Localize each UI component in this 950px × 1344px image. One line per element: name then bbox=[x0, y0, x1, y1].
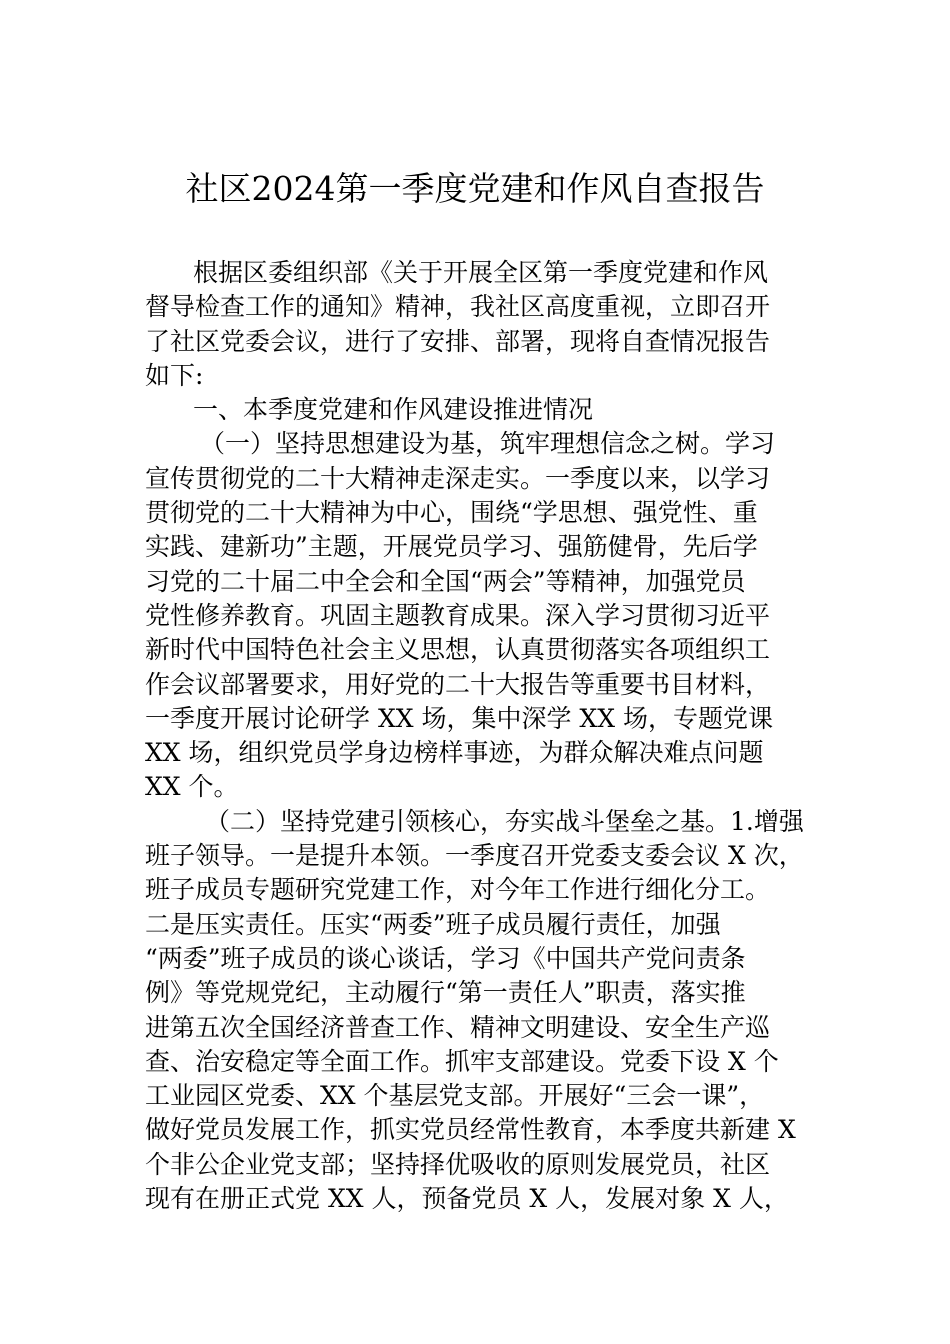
paragraph-line: 例》等党规党纪，主动履行“第一责任人”职责，落实推 bbox=[145, 978, 746, 1008]
paragraph-line: XX 个。 bbox=[145, 772, 239, 802]
paragraph-line: （二）坚持党建引领核心，夯实战斗堡垒之基。1.增强 bbox=[205, 806, 804, 836]
paragraph-line: 督导检查工作的通知》精神，我社区高度重视，立即召开 bbox=[145, 292, 771, 322]
paragraph-line: 工业园区党委、XX 个基层党支部。开展好“三会一课”， bbox=[145, 1081, 765, 1111]
paragraph-line: 实践、建新功”主题，开展党员学习、强筋健骨，先后学 bbox=[145, 532, 758, 562]
paragraph-line: 二是压实责任。压实“两委”班子成员履行责任，加强 bbox=[145, 909, 721, 939]
paragraph-line: 进第五次全国经济普查工作、精神文明建设、安全生产巡 bbox=[145, 1012, 771, 1042]
document-body bbox=[145, 256, 810, 1216]
section-heading: 一、本季度党建和作风建设推进情况 bbox=[193, 395, 594, 425]
paragraph-line: 贯彻党的二十大精神为中心，围绕“学思想、强党性、重 bbox=[145, 498, 758, 528]
paragraph-line: 个非公企业党支部；坚持择优吸收的原则发展党员，社区 bbox=[145, 1149, 771, 1179]
paragraph-line: 班子领导。一是提升本领。一季度召开党委支委会议 X 次， bbox=[145, 841, 804, 871]
paragraph-line: 习党的二十届二中全会和全国“两会”等精神，加强党员 bbox=[145, 566, 746, 596]
document-title: 社区2024第一季度党建和作风自查报告 bbox=[185, 169, 765, 208]
paragraph-line: 作会议部署要求，用好党的二十大报告等重要书目材料， bbox=[145, 669, 771, 699]
paragraph-line: 宣传贯彻党的二十大精神走深走实。一季度以来，以学习 bbox=[145, 463, 771, 493]
paragraph-line: 如下: bbox=[145, 360, 204, 390]
paragraph-line: 新时代中国特色社会主义思想，认真贯彻落实各项组织工 bbox=[145, 635, 771, 665]
paragraph-line: 查、治安稳定等全面工作。抓牢支部建设。党委下设 X 个 bbox=[145, 1046, 779, 1076]
paragraph-line: XX 场，组织党员学身边榜样事迹，为群众解决难点问题 bbox=[145, 738, 764, 768]
paragraph-line: （一）坚持思想建设为基，筑牢理想信念之树。学习 bbox=[200, 429, 776, 459]
paragraph-line: 一季度开展讨论研学 XX 场，集中深学 XX 场，专题党课 bbox=[145, 703, 773, 733]
paragraph-line: 做好党员发展工作，抓实党员经常性教育，本季度共新建 X bbox=[145, 1115, 796, 1145]
paragraph-line: 党性修养教育。巩固主题教育成果。深入学习贯彻习近平 bbox=[145, 600, 771, 630]
paragraph-line: 现有在册正式党 XX 人，预备党员 X 人，发展对象 X 人， bbox=[145, 1184, 789, 1214]
paragraph-line: 根据区委组织部《关于开展全区第一季度党建和作风 bbox=[193, 258, 769, 287]
paragraph-line: “两委”班子成员的谈心谈话，学习《中国共产党问责条 bbox=[145, 943, 746, 973]
paragraph-line: 了社区党委会议，进行了安排、部署，现将自查情况报告 bbox=[145, 326, 771, 356]
paragraph-line: 班子成员专题研究党建工作，对今年工作进行细化分工。 bbox=[145, 875, 771, 905]
